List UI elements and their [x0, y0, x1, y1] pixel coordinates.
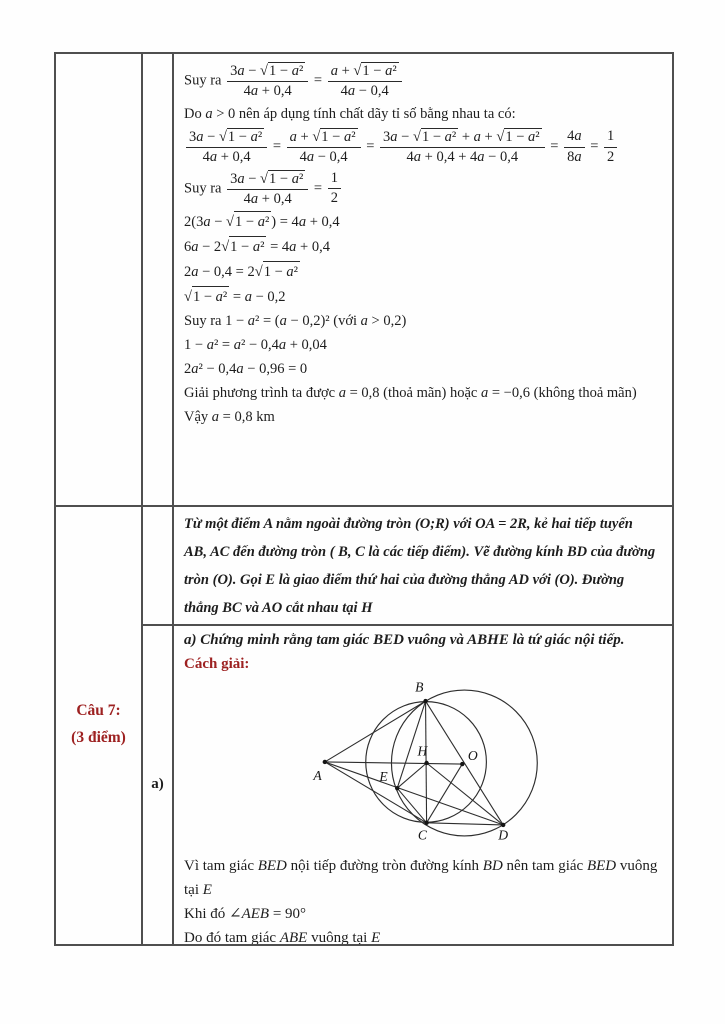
point-label-C: C	[417, 827, 427, 843]
solution-line: 2a − 0,4 = 2 √ 1 − a²	[184, 261, 666, 283]
conclusion-line: Vì tam giác BED nội tiếp đường tròn đường kính BD nên tam giác BED vuông	[184, 858, 658, 874]
solution-line: Do a > 0 nên áp dụng tính chất dãy tỉ số bằng nhau ta có:	[184, 105, 516, 122]
part-label-cell	[143, 624, 172, 944]
solution-line: 6a − 2 √ 1 − a² = 4a + 0,4	[184, 236, 666, 258]
conclusion-line: tại E	[184, 882, 212, 898]
problem-line: tròn (O). Gọi E là giao điểm thứ hai của đường thẳng AD với (O). Đường	[184, 572, 625, 588]
solution-derivation-cell	[174, 54, 672, 505]
method-label: Cách giải:	[184, 656, 250, 672]
point-label-O: O	[467, 747, 478, 763]
part-label: a)	[151, 775, 164, 792]
problem-line: Từ một điểm A nằm ngoài đường tròn (O;R) với OA = 2R, kẻ hai tiếp tuyến	[184, 516, 633, 532]
solution-line: Vậy a = 0,8 km	[184, 409, 275, 426]
point-label-E: E	[378, 768, 388, 784]
point-label-H: H	[416, 743, 427, 759]
solution-line: 2(3a − √ 1 − a² ) = 4a + 0,4	[184, 211, 666, 233]
solution-line: Giải phương trình ta được a = 0,8 (thoả mãn) hoặc a = −0,6 (không thoả mãn)	[184, 385, 637, 402]
problem-statement-cell	[174, 507, 672, 624]
solution-line: 2a² − 0,4a − 0,96 = 0	[184, 361, 308, 378]
part-a-cell	[174, 626, 672, 944]
point-label-B: B	[414, 679, 423, 695]
part-a-heading: a) Chứng minh rằng tam giác BED vuông và ABHE là tứ giác nội tiếp.	[184, 632, 625, 648]
solution-line: √ 1 − a² = a − 0,2	[184, 286, 666, 308]
solution-table	[54, 52, 674, 946]
question-label-cell	[56, 505, 141, 944]
question-points: (3 điểm)	[71, 729, 126, 746]
geometry-figure	[307, 678, 542, 848]
figure-lines	[324, 701, 502, 825]
conclusion-line: Khi đó ∠AEB = 90°	[184, 906, 307, 922]
solution-line: Suy ra $\frac{\text{3a − √ 1 − a²}}{4a + 0,4}$ = $\frac{\text{a + √ 1 − a²}}{4a - 0,4}$	[184, 62, 666, 101]
problem-line: AB, AC đến đường tròn ( B, C là các tiếp điểm). Vẽ đường kính BD của đường	[184, 544, 656, 560]
geometry-figure-container	[184, 678, 664, 853]
solution-line: Suy ra 1 − a² = (a − 0,2)² (với a > 0,2)	[184, 313, 407, 330]
question-number: Câu 7:	[76, 702, 121, 719]
conclusion-line: Do đó tam giác ABE vuông tại E	[184, 930, 381, 944]
point-label-A: A	[312, 767, 322, 783]
problem-line: thẳng BC và AO cắt nhau tại H	[184, 600, 373, 616]
part-a-conclusion	[184, 854, 664, 944]
solution-line: $\frac{\text{3a − √ 1 − a²}}{4a + 0,4}$ = $\frac{\text{a + √ 1 − a²}}{4a - 0,4}$ = $\frac{\text{3a − √ 1 − a² + a + √ 1 − a²}}{4a + 0,4 + 4a - 0,4}$ = $\frac{4a}{8a}$ = $\frac{1}{2}$	[184, 128, 666, 167]
point-label-D: D	[497, 827, 508, 843]
solution-line: 1 − a² = a² − 0,4a + 0,04	[184, 337, 327, 354]
solution-line: Suy ra $\frac{\text{3a − √ 1 − a²}}{4a + 0,4}$ = $\frac{1}{2}$	[184, 170, 666, 209]
